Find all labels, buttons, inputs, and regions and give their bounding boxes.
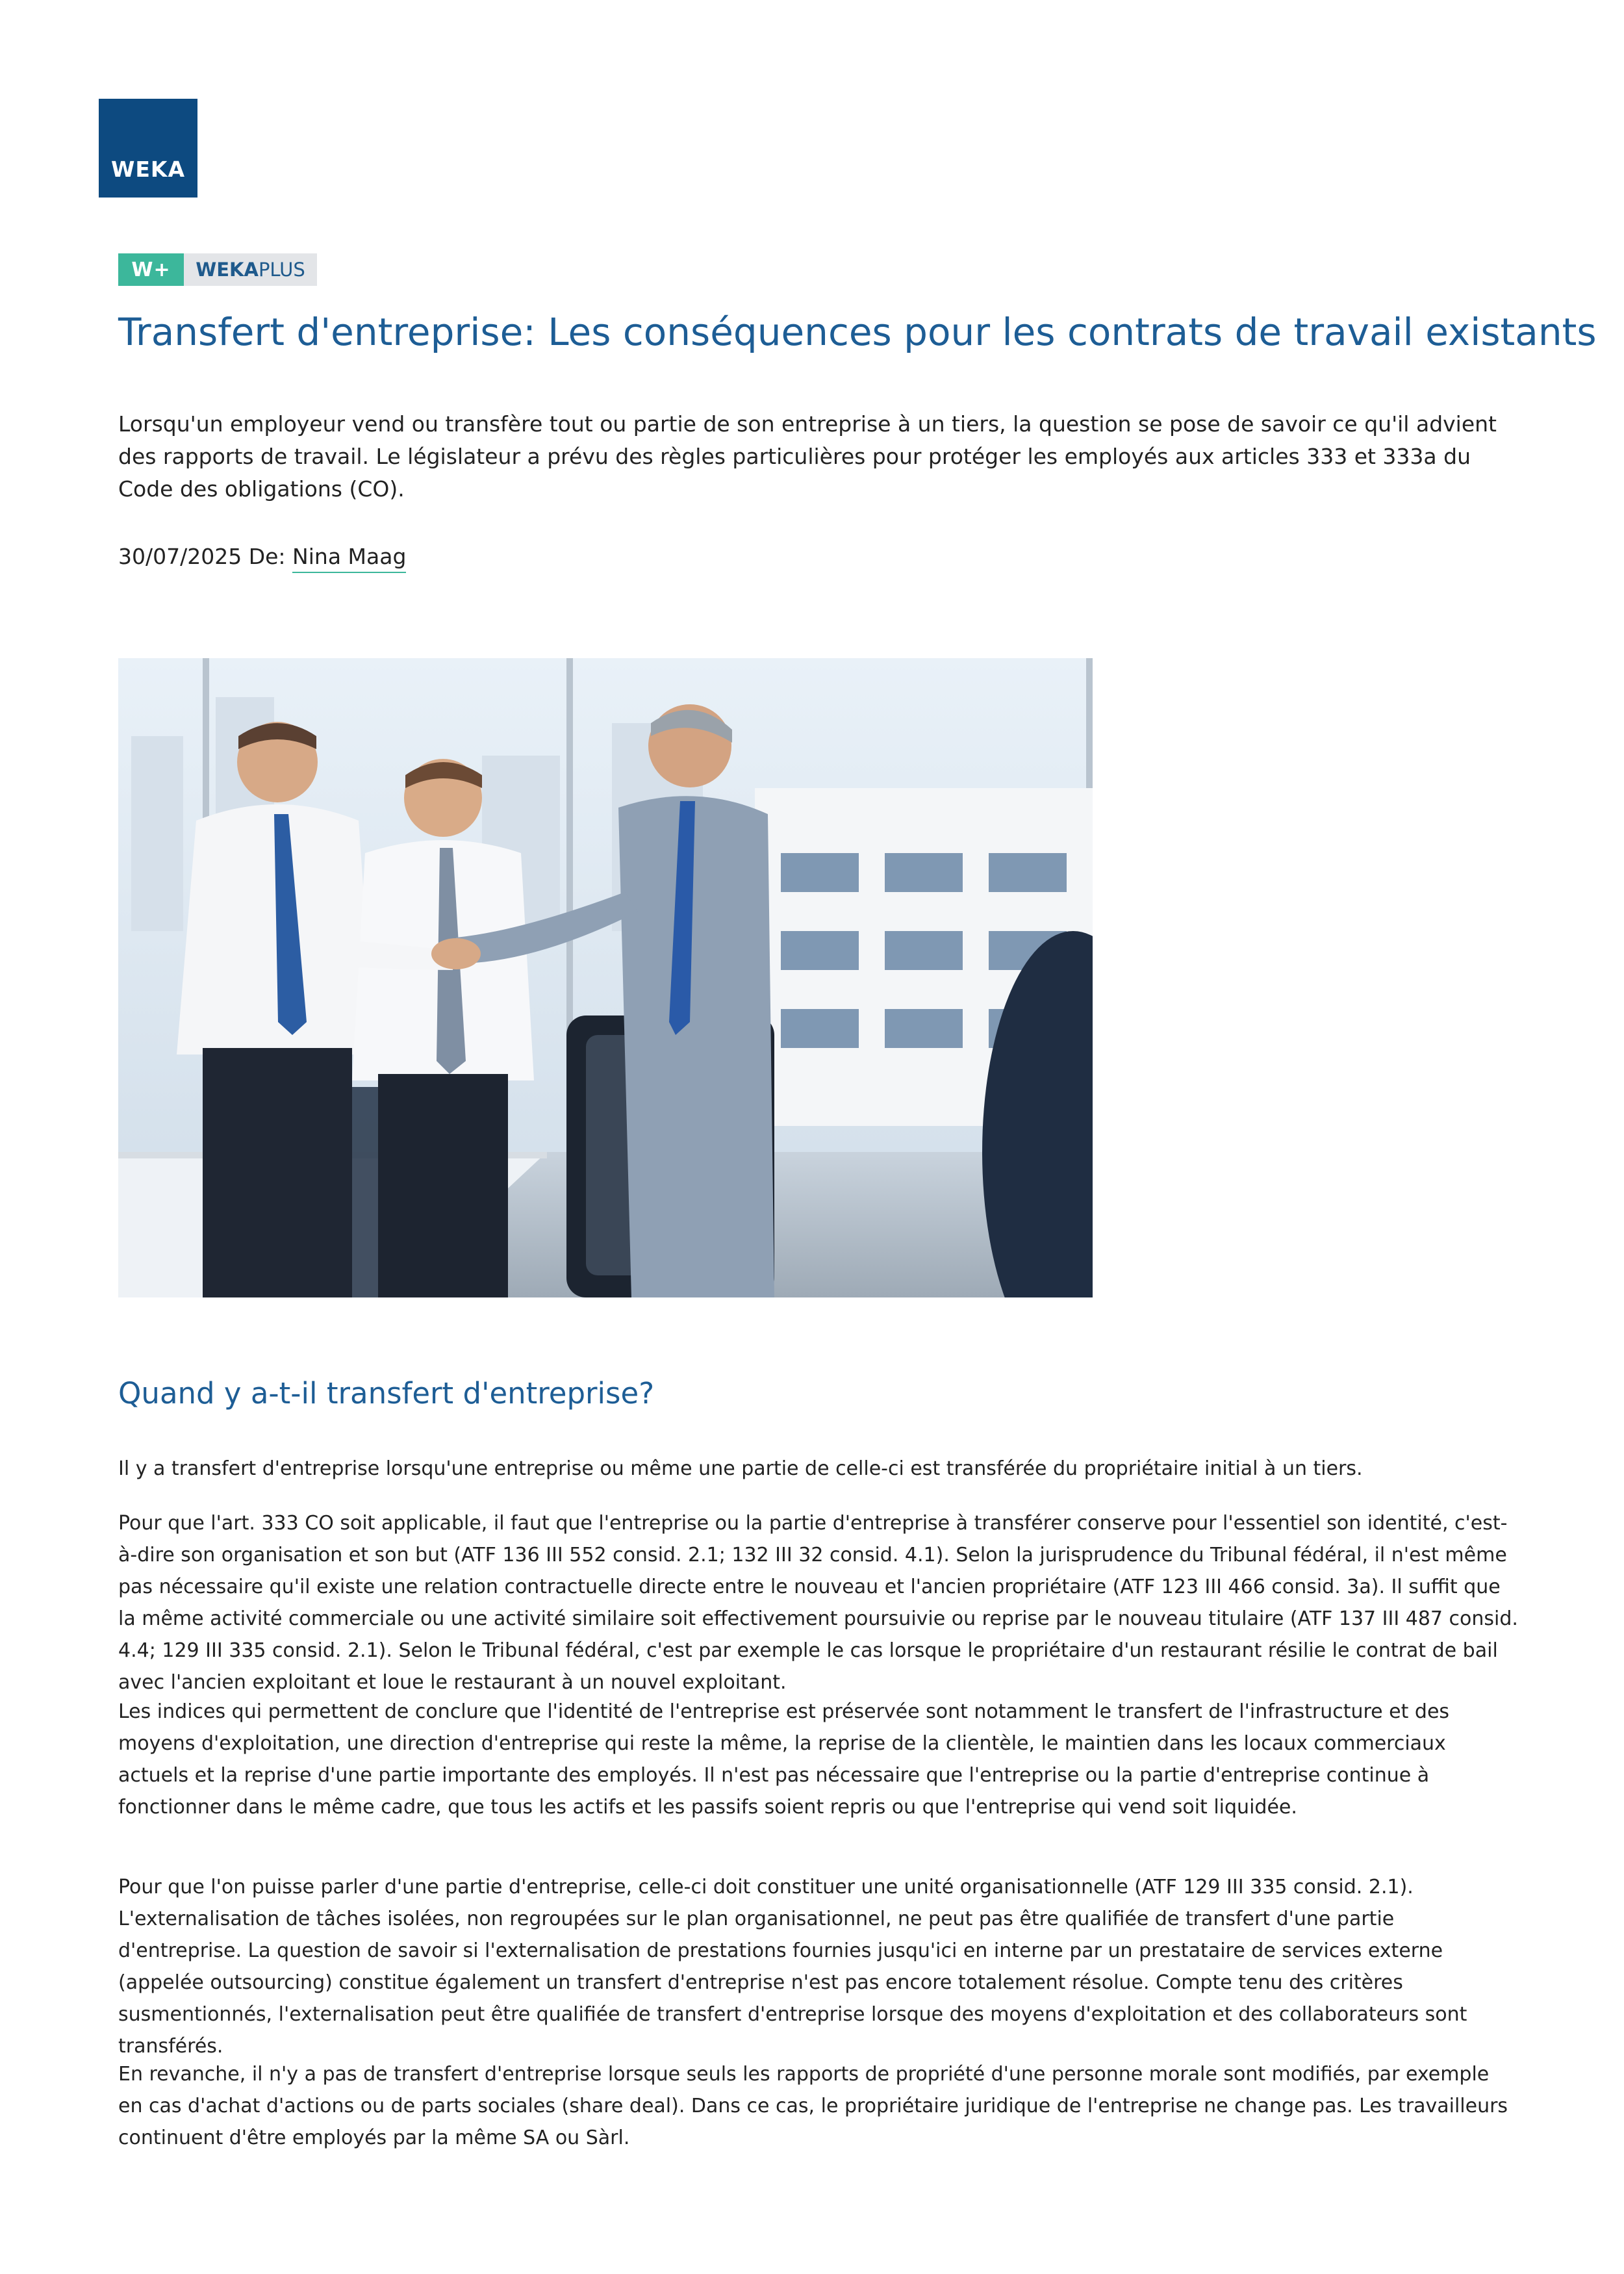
wekaplus-badge: [118, 253, 317, 286]
paragraph: Pour que l'art. 333 CO soit applicable, il faut que l'entreprise ou la partie d'entreprise à transférer conserve pour l'essentiel son identité, c'est-à-dire son organisation et son but (ATF 136 III 552 consid. 2.1; 132 III 32 consid. 4.1). Selon la jurisprudence du Tribunal fédéral, il n'est même pas nécessaire qu'il existe une relation contractuelle directe entre le nouveau et l'ancien propriétaire (ATF 123 III 466 consid. 3a). Il suffit que la même activité commerciale ou une activité similaire soit effectivement poursuivie ou reprise par le nouveau titulaire (ATF 137 III 487 consid. 4.4; 129 III 335 consid. 2.1). Selon le Tribunal fédéral, c'est par exemple le cas lorsque le propriétaire d'un restaurant résilie le contrat de bail avec l'ancien exploitant et loue le restaurant à un nouvel exploitant.: [118, 1512, 1518, 1694]
wekaplus-label-rest: PLUS: [258, 259, 305, 281]
wekaplus-label-bold: WEKA: [196, 259, 259, 281]
article-lead: Lorsqu'un employeur vend ou transfère tout ou partie de son entreprise à un tiers, la question se pose de savoir ce qu'il advient des rapports de travail. Le législateur a prévu des règles particulières pour protéger les employés aux articles 333 et 333a du Code des obligations (CO).: [118, 411, 1497, 502]
weka-logo[interactable]: [99, 99, 197, 198]
logo-text: WEKA: [110, 157, 186, 182]
paragraph: Les indices qui permettent de conclure que l'identité de l'entreprise est préservée sont notamment le transfert de l'infrastructure et des moyens d'exploitation, une direction d'entreprise qui reste la même, la reprise de la clientèle, le maintien dans les locaux commerciaux actuels et la reprise d'une partie importante des employés. Il n'est pas nécessaire que l'entreprise ou la partie d'entreprise continue à fonctionner dans le même cadre, que tous les actifs et les passifs soient repris ou que l'entreprise qui vend soit liquidée.: [118, 1700, 1450, 1819]
paragraph: Pour que l'on puisse parler d'une partie d'entreprise, celle-ci doit constituer une unité organisationnelle (ATF 129 III 335 consid. 2.1). L'externalisation de tâches isolées, non regroupées sur le plan organisationnel, ne peut pas être qualifiée de transfert d'une partie d'entreprise. La question de savoir si l'externalisation de prestations fournies jusqu'ici en interne par un prestataire de services externe (appelée outsourcing) constitue également un transfert d'entreprise n'est pas encore totalement résolue. Compte tenu des critères susmentionnés, l'externalisation peut être qualifiée de transfert d'entreprise lorsque des moyens d'exploitation et des collaborateurs sont transférés.: [118, 1876, 1467, 2058]
section-heading: Quand y a-t-il transfert d'entreprise?: [118, 1376, 655, 1411]
paragraph: Il y a transfert d'entreprise lorsqu'une entreprise ou même une partie de celle-ci est transférée du propriétaire initial à un tiers.: [118, 1457, 1363, 1480]
author-prefix: De:: [248, 544, 286, 569]
page-title: Transfert d'entreprise: Les conséquences pour les contrats de travail existants: [118, 310, 1597, 354]
author-link[interactable]: Nina Maag: [292, 544, 406, 573]
publish-date: 30/07/2025: [118, 544, 242, 569]
wekaplus-label: [184, 253, 317, 286]
article-image: [118, 658, 1093, 1297]
wplus-mark: W+: [118, 253, 184, 286]
paragraph: En revanche, il n'y a pas de transfert d'entreprise lorsque seuls les rapports de propriété d'une personne morale sont modifiés, par exemple en cas d'achat d'actions ou de parts sociales (share deal). Dans ce cas, le propriétaire juridique de l'entreprise ne change pas. Les travailleurs continuent d'être employés par la même SA ou Sàrl.: [118, 2063, 1508, 2149]
office-photo-illustration: [118, 658, 1093, 1297]
article-meta: [118, 541, 406, 573]
